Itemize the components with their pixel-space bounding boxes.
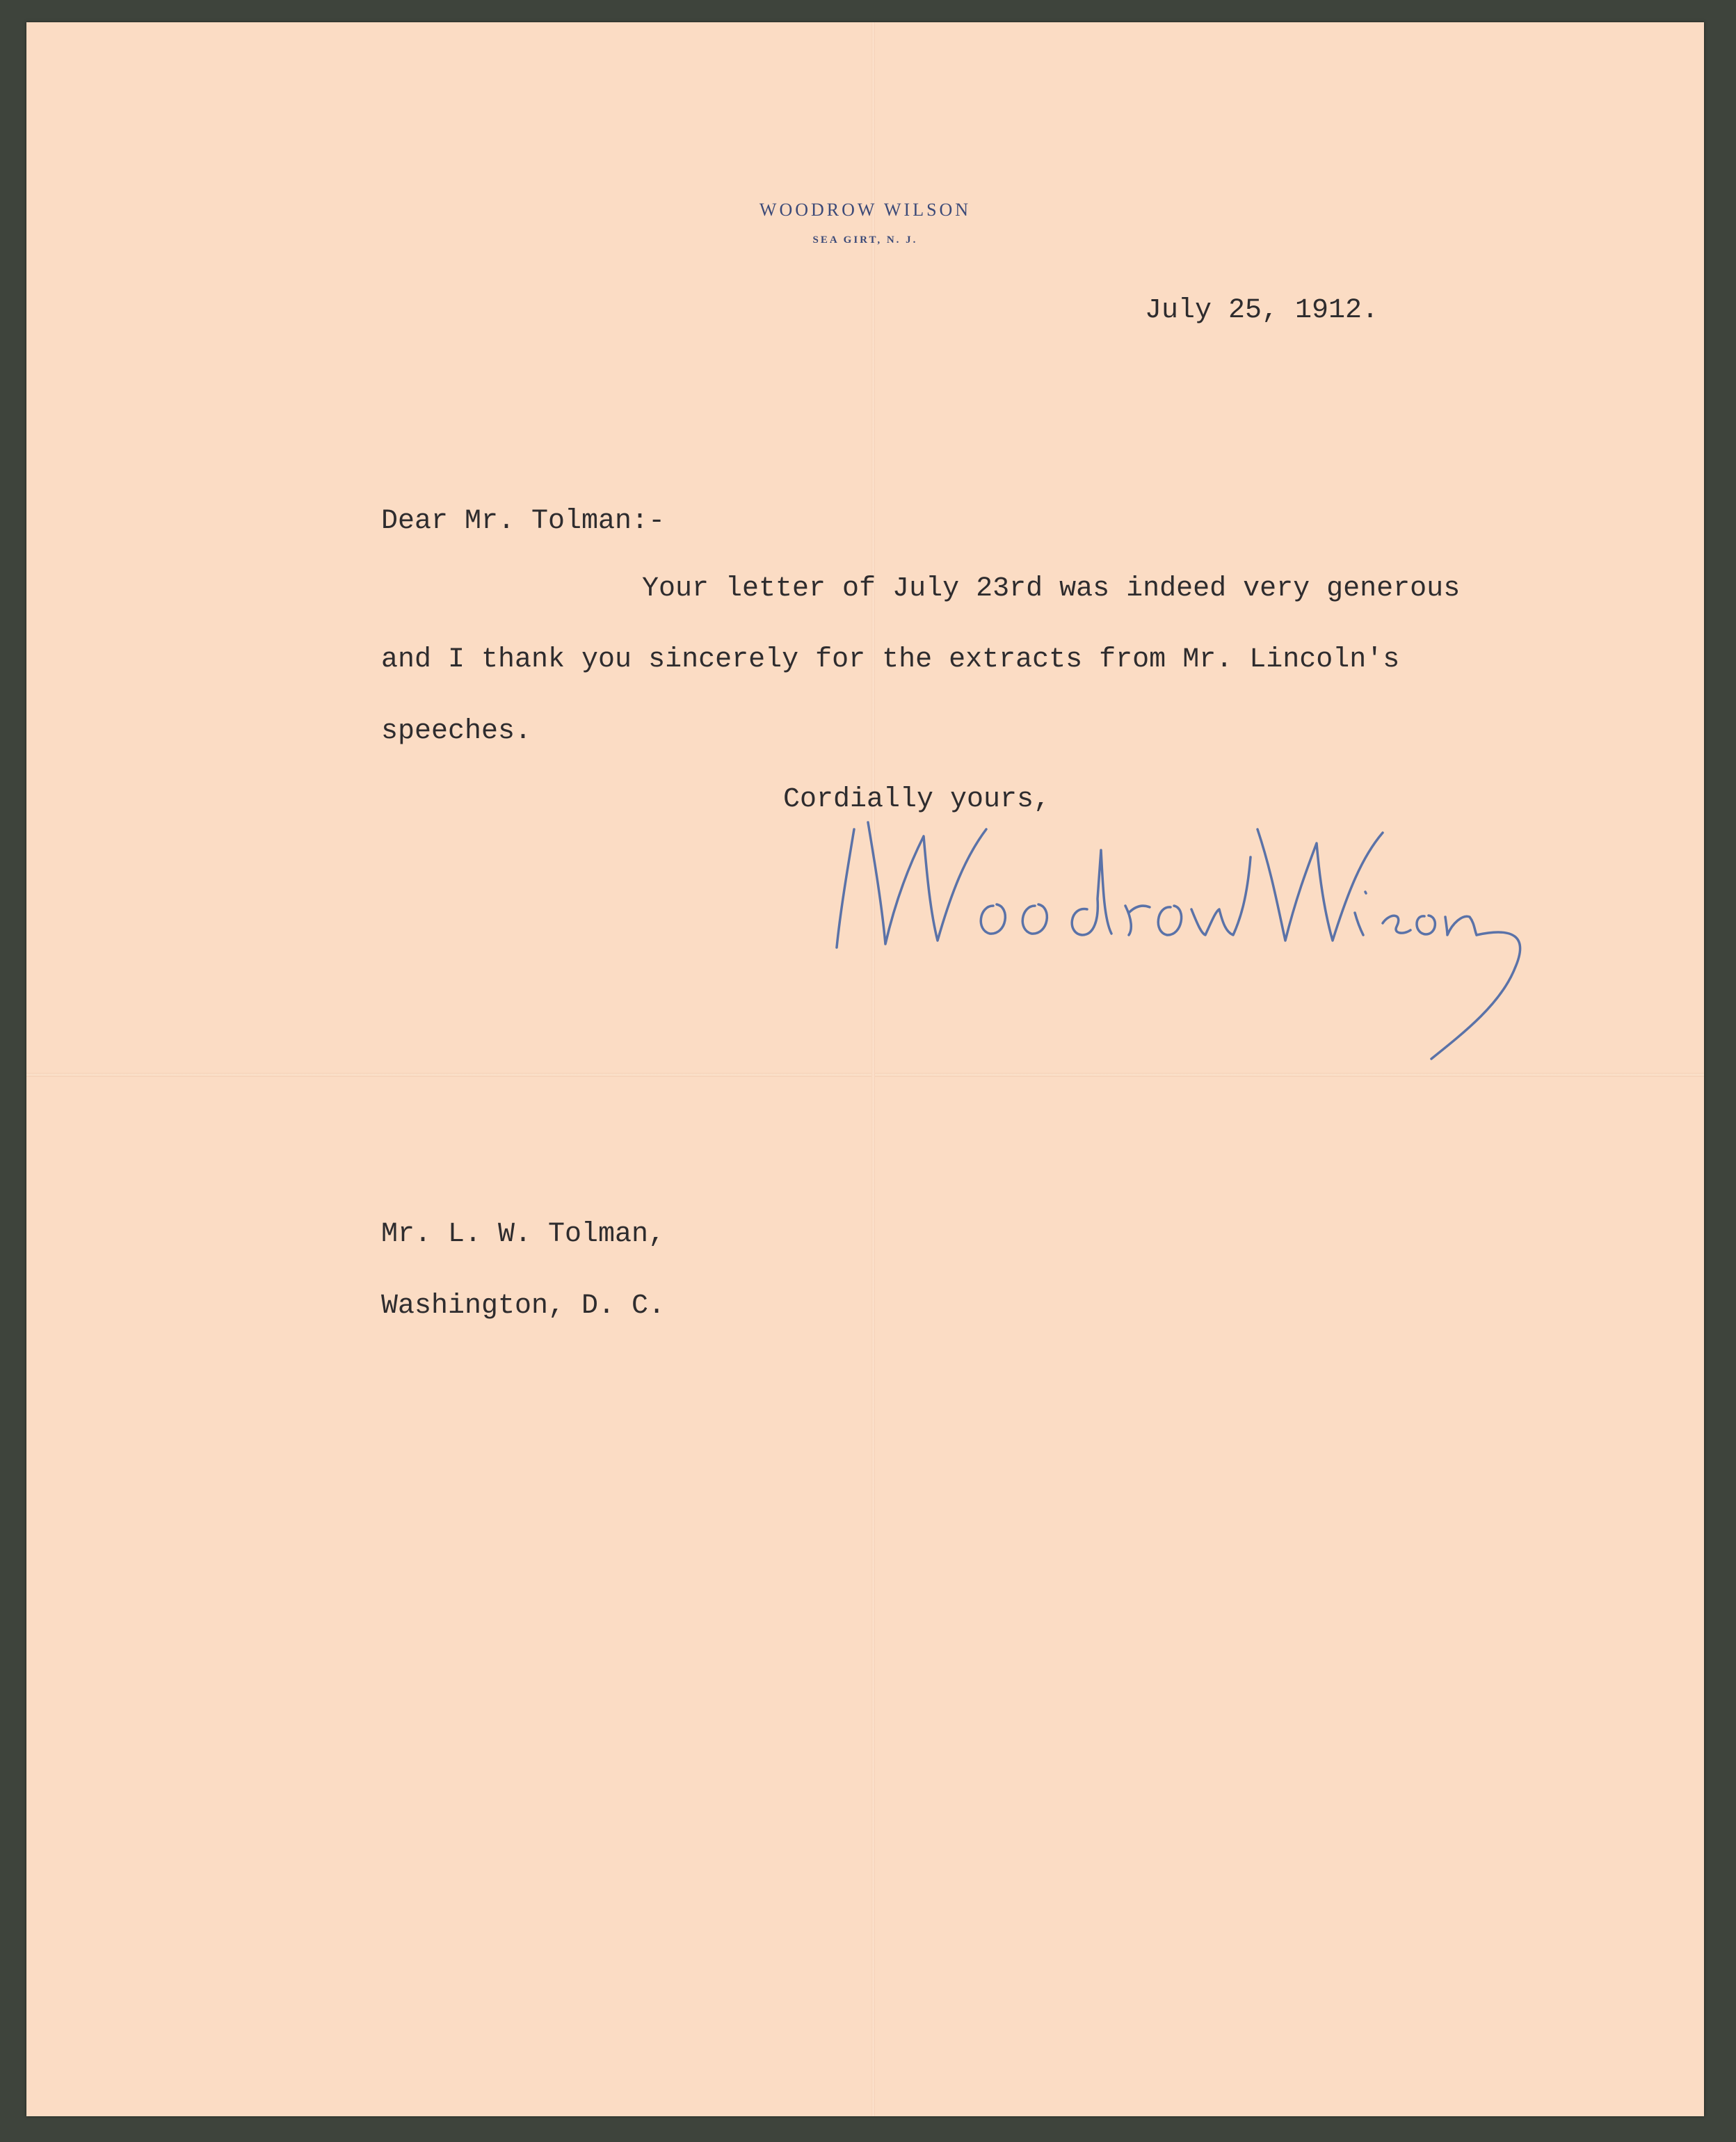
body-line-3: speeches. — [381, 716, 532, 747]
recipient-address: Washington, D. C. — [381, 1290, 666, 1322]
body-line-2: and I thank you sincerely for the extracts from Mr. Lincoln's — [381, 644, 1400, 676]
letter-sheet — [26, 22, 1704, 2116]
letter-date: July 25, 1912. — [1145, 295, 1379, 326]
letterhead-place: SEA GIRT, N. J. — [812, 234, 918, 246]
letterhead-name: WOODROW WILSON — [759, 200, 972, 220]
recipient-name: Mr. L. W. Tolman, — [381, 1219, 666, 1250]
salutation: Dear Mr. Tolman:- — [381, 506, 666, 537]
closing: Cordially yours, — [783, 784, 1051, 815]
body-line-1: Your letter of July 23rd was indeed very generous — [642, 573, 1461, 605]
signature-image — [826, 788, 1522, 1080]
